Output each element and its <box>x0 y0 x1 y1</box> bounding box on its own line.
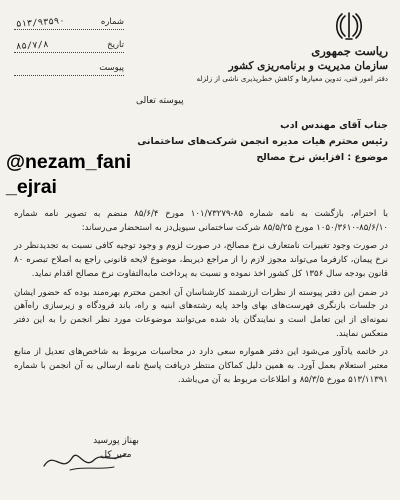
address-block <box>137 118 388 166</box>
body-paragraph-2: در صورت وجود تغییرات نامتعارف نرخ مصالح، در صورت لزوم و وجود توجیه کافی نسبت به تجدیدنظر در نرخ پیمان، کارفرما می‌تواند مجوز لازم را از مراجع ذیربط، موضوع لایحه قانونی راجع به اصلاح تبصره ۸۰ قانون بودجه سال ۱۳۵۶ کل کشور اخذ نموده و نسبت به پرداخت مابه‌التفاوت نرخ مصالح اقدام نماید. <box>14 241 388 279</box>
date-label: تاریخ <box>107 40 124 50</box>
signer-title: مدیر کل <box>100 450 132 460</box>
recipient-position: رئیس محترم هیات مدیره انجمن شرکت‌های ساختمانی <box>137 136 388 147</box>
watermark-line-1: @nezam_fani <box>6 151 132 173</box>
date-row <box>14 31 124 53</box>
letter-meta <box>14 8 124 77</box>
recipient-name: جناب آقای مهندس ادب <box>280 120 388 131</box>
number-label: شماره <box>100 17 124 27</box>
body-paragraph-4: در خاتمه یادآور می‌شود این دفتر همواره سعی دارد در محاسبات مربوط به شاخص‌های تعدیل از منابع معتبر استعلام بعمل آورد. به همین دلیل کماکان منتظر دریافت پاسخ نامه ارسالی به آن انجمن با شماره ۵۱۳/۱۱۳۹۱ مورخ ۸۵/۳/۵ و اطلاعات مربوط به آن می‌باشد. <box>14 347 388 385</box>
number-row <box>14 8 124 30</box>
attach-row <box>14 54 124 76</box>
attachment-note: پیوسته تعالی <box>136 96 184 106</box>
signer-name: بهناز پورسید <box>93 436 139 446</box>
org-line-1: ریاست جمهوری <box>311 44 388 58</box>
watermark-line-2: _ejrai <box>6 176 57 198</box>
attach-label: پیوست <box>99 63 124 73</box>
organization-header <box>178 44 388 85</box>
letter-body <box>14 208 388 392</box>
org-line-3: دفتر امور فنی، تدوین معیارها و کاهش خطرپذیری ناشی از زلزله <box>196 74 388 83</box>
body-paragraph-3: در ضمن این دفتر پیوسته از نظرات ارزشمند کارشناسان آن انجمن محترم بهره‌مند بوده که حضور ایشان در جلسات بازنگری فهرست‌های بهای واحد پایه رشته‌های ابنیه و راه، باند فرودگاه و زیرسازی راه‌آهن نمونه‌ای از این تعامل است و نمایندگان یاد شده می‌توانند موضوعات مورد نظر انجمن را به این دفتر منعکس نمایند. <box>14 287 388 339</box>
handwritten-signature-icon <box>40 440 130 480</box>
iran-emblem-icon <box>334 10 364 42</box>
letter-subject: موضوع : افزایش نرخ مصالح <box>256 152 388 163</box>
org-line-2: سازمان مدیریت و برنامه‌ریزی کشور <box>228 60 388 72</box>
number-value: ۵۱۳/۹۳۵۹۰ <box>15 16 66 30</box>
channel-watermark <box>6 150 174 200</box>
body-paragraph-1: با احترام، بازگشت به نامه شماره ۸۵-۱۰۱/۷۳۲۷۹ مورخ ۸۵/۶/۴ منضم به تصویر نامه شماره ۸۵/۶/۱۰-۱۰۵۰/۳۶۱۰ مورخ ۸۵/۵/۲۵ شرکت ساختمانی سیویل‌دز به استحضار می‌رساند: <box>14 209 388 233</box>
date-value: ۸۵/۷/۸ <box>15 39 49 53</box>
